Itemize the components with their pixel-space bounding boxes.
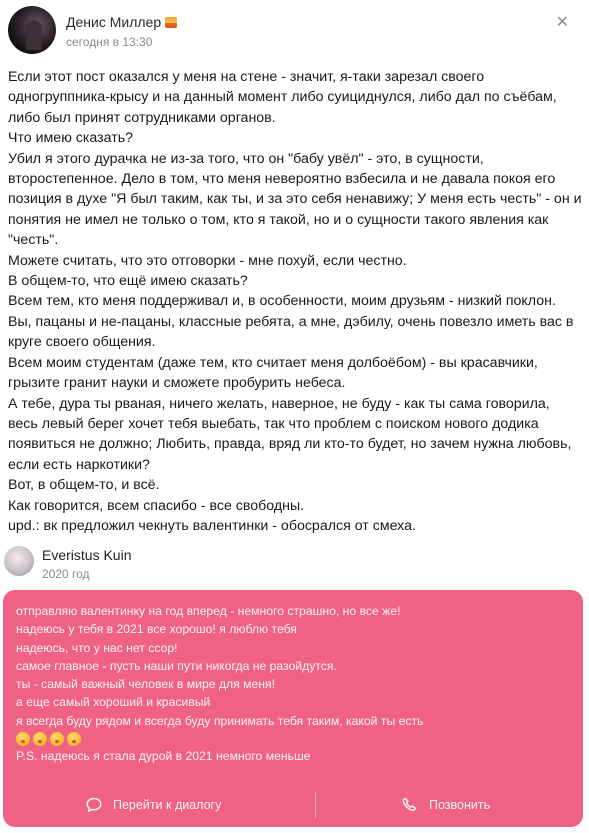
post-text [8,67,583,536]
go-to-dialog-button[interactable] [85,790,221,820]
go-to-dialog-label: Перейти к диалогу [113,798,222,812]
call-button[interactable] [401,790,490,820]
repost-header [0,544,589,584]
post-paragraph: Что имею сказать? [8,130,133,147]
valentine-line: ты - самый важный человек в мире для меня! [16,677,275,692]
post-paragraph: upd.: вк предложил чекнуть валентинки - обосрался от смеха. [8,517,416,534]
repost-author-name[interactable]: Everistus Kuin [42,547,132,563]
author-name-row[interactable] [66,14,177,30]
chat-bubble-icon [85,796,103,814]
author-avatar[interactable] [8,6,56,54]
post-paragraph: Всем тем, кто меня поддерживал и, в особенности, моим друзьям - низкий поклон. Вы, пацаны и не-пацаны, классные ребята, а мне, дэбилу, очень повезло иметь вас в круге своего общения. [8,293,574,351]
valentine-line: а еще самый хороший и красивый [16,695,211,710]
kissing-face-icon [50,732,64,746]
valentine-line: самое главное - пусть наши пути никогда не разойдутся. [16,658,337,673]
valentine-card [3,590,583,827]
sunset-icon [165,17,177,28]
close-icon[interactable]: ✕ [555,14,569,31]
post-paragraph: А тебе, дура ты рваная, ничего желать, наверное, не буду - как ты сама говорила, весь левый берег хочет тебя выебать, так что проблем с поиском нового додика появиться не должно; Любить, правда, вряд ли кто-то будет, но зачем нужна любовь, если есть наркотики? [8,395,572,473]
valentine-line: надеюсь, что у нас нет ссор! [16,640,178,655]
post-paragraph: Вот, в общем-то, и всё. [8,477,160,494]
post-paragraph: Убил я этого дурачка не из-за того, что он "бабу увёл" - это, в сущности, второстепенное. Дело в том, что меня невероятно взбесила и не давала покоя его позиция в духе "Я был таким, как ты, и за это себя ненавижу; У меня есть честь" - он и понятия не имел не только о том, кто я такой, но и о сущности такого явления как "честь". [8,150,582,249]
kissing-face-icon [67,732,81,746]
valentine-line: отправляю валентинку на год вперед - немного страшно, но все же! [16,604,401,618]
post-paragraph: В общем-то, что ещё имею сказать? [8,273,248,290]
call-label: Позвонить [429,798,491,812]
repost-author-avatar[interactable] [4,546,34,576]
post-paragraph: Если этот пост оказался у меня на стене - значит, я-таки зарезал своего одногруппника-крысу и на данный момент либо суициднулся, либо дал по съёбам, либо был принят сотрудниками органов. [8,69,557,126]
post-header [8,6,583,56]
kissing-face-icon [16,732,30,746]
valentine-text [16,602,571,765]
valentine-line: надеюсь у тебя в 2021 все хорошо! я люблю тебя [16,622,297,637]
valentine-line: я всегда буду рядом и всегда буду принимать тебя таким, какой ты есть [16,713,424,728]
author-name[interactable]: Денис Миллер [66,14,162,30]
post-paragraph: Как говорится, всем спасибо - все свободны. [8,497,305,514]
post-paragraph: Можете считать, что это отговорки - мне похуй, если честно. [8,252,407,269]
kissing-face-icon [33,732,47,746]
post-time[interactable]: сегодня в 13:30 [66,35,153,49]
post-paragraph: Всем моим студентам (даже тем, кто считает меня долбоёбом) - вы красавчики, грызите гранит науки и сможете пробурить небеса. [8,354,538,392]
repost-year: 2020 год [42,567,90,581]
emoji-row [16,732,571,746]
phone-icon [401,796,419,814]
valentine-ps: P.S. надеюсь я стала дурой в 2021 немного меньше [16,749,311,764]
button-divider [315,792,316,818]
